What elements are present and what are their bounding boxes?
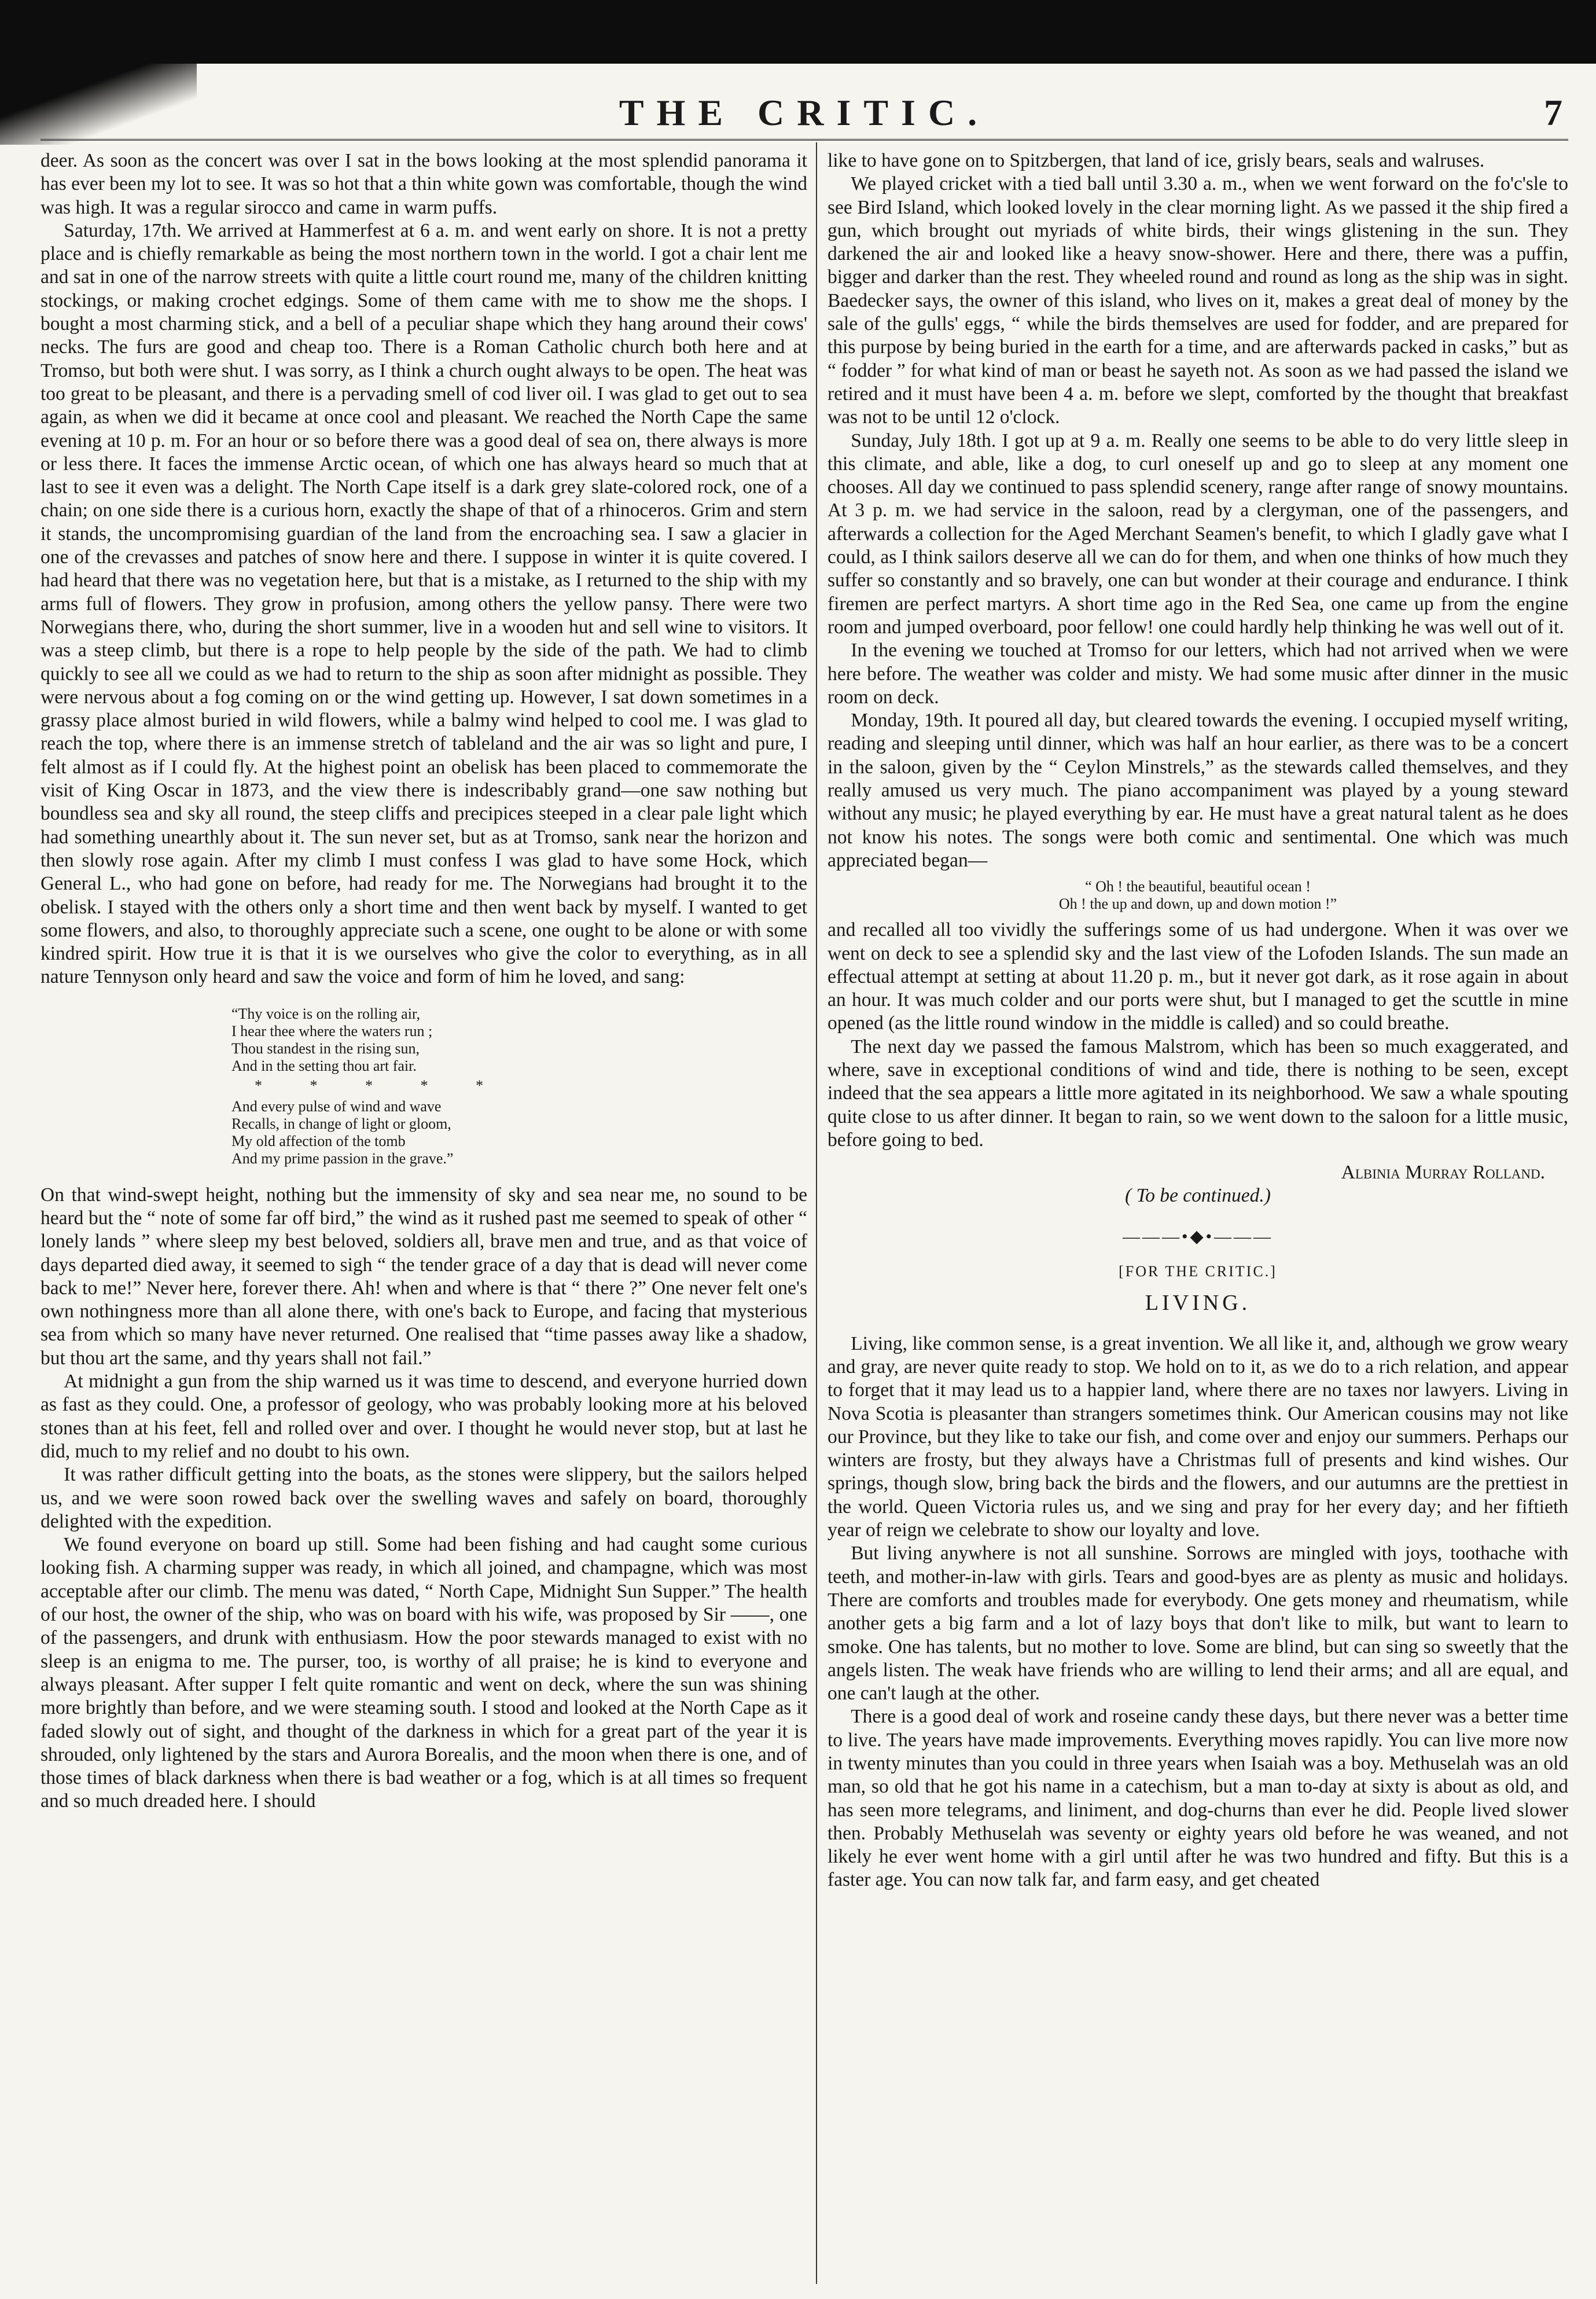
- paragraph: It was rather difficult getting into the boats, as the stones were slippery, but the sailors helped us, and we were soon rowed back over the swelling waves and safely on board, thoroughly delighted with the expedition.: [41, 1464, 807, 1532]
- paragraph: like to have gone on to Spitzbergen, that land of ice, grisly bears, seals and walruses.: [828, 150, 1485, 171]
- paragraph: But living anywhere is not all sunshine. Sorrows are mingled with joys, toothache with teeth, and mother-in-law with girls. Tears and good-byes are as plenty as music and holidays. There are comforts and troubles made for everybody. One gets money and rheumatism, while another gets a big farm and a lot of lazy boys that don't like to milk, but want to learn to smoke. One has talents, but no mother to love. Some are blind, but can sing so sweetly that the angels listen. The weak have friends who are willing to lend their arms; and all are equal, and one can't laugh at the other.: [828, 1543, 1568, 1705]
- poem-separator: * * * * *: [255, 1077, 505, 1094]
- paragraph: At midnight a gun from the ship warned us it was time to descend, and everyone hurried down as fast as they could. One, a professor of geology, who was probably looking more at his beloved stones than at his feet, fell and rolled over and over. I thought he would never stop, but at last he did, much to my relief and no doubt to his own.: [41, 1371, 807, 1462]
- right-column: [828, 149, 1568, 2279]
- paragraph: We played cricket with a tied ball until 3.30 a. m., when we went forward on the fo'c'sle to see Bird Island, which looked lovely in the clear morning light. As we passed it the ship fired a gun, which brought out myriads of white birds, their wings glistening in the sun. They darkened the air and looked like a heavy snow-shower. Here and there, there was a puffin, bigger and darker than the rest. They wheeled round and round as long as the ship was in sight. Baedecker says, the owner of this island, who lives on it, makes a great deal of money by the sale of the gulls' eggs, “ while the birds themselves are used for fodder, and are prepared for this purpose by being buried in the earth for a time, and are afterwards packed in casks,” but as “ fodder ” for what kind of man or beast he sayeth not. As soon as we had passed the island we retired and it must have been 4 a. m. before we slept, comforted by the thought that breakfast was not to be until 12 o'clock.: [828, 173, 1568, 428]
- section-ornament: ———•◆•———: [1122, 1226, 1274, 1246]
- paragraph: Living, like common sense, is a great invention. We all like it, and, although we grow weary and gray, are never quite ready to stop. We hold on to it, as we do to a rich relation, and appear to forget that it may lead us to a happier land, where there are no taxes nor lawyers. Living in Nova Scotia is pleasanter than strangers sometimes think. Our American cousins may not like our Province, but they like to take our fish, and come over and enjoy our summers. Perhaps our winters are frosty, but they always have a Christmas full of presents and kind wishes. Our springs, though slow, bring back the birds and the flowers, and our autumns are the prettiest in the world. Queen Victoria rules us, and we sing and pray for her every day; and her fiftieth year of reign we celebrate to show our loyalty and love.: [828, 1332, 1568, 1541]
- continued-note: ( To be continued.): [1125, 1185, 1271, 1207]
- poem-line: Recalls, in change of light or gloom,: [231, 1115, 451, 1132]
- article-title: LIVING.: [1145, 1291, 1251, 1316]
- paragraph: On that wind-swept height, nothing but the immensity of sky and sea near me, no sound to be heard but the “ note of some far off bird,” the wind as it rushed past me seemed to speak of other “ lonely lands ” where sleep my best beloved, soldiers all, brave men and true, and as that voice of days departed died away, it seemed to sigh “ the tender grace of a day that is dead will never come back to me!” Never here, forever there. Ah! when and where is that “ there ?” One never felt one's own nothingness more than all alone there, with one's back to Europe, and facing that mysterious sea from which so many have never returned. One realised that “time passes away like a shadow, but thou art the same, and thy years shall not fail.”: [41, 1184, 807, 1369]
- paragraph: Saturday, 17th. We arrived at Hammerfest at 6 a. m. and went early on shore. It is not a pretty place and is chiefly remarkable as being the most northern town in the world. I got a chair lent me and sat in one of the narrow streets with quite a little court round me, many of the children knitting stockings, or making crochet edgings. Some of them came with me to show me the shops. I bought a most charming stick, and a bell of a peculiar shape which they hang around their cows' necks. The furs are good and cheap too. There is a Roman Catholic church both here and at Tromso, but both were shut. I was sorry, as I think a church ought always to be open. The heat was too great to be pleasant, and there is a pervading smell of cod liver oil. I was glad to get out to sea again, as when we did it became at once cool and pleasant. We reached the North Cape the same evening at 10 p. m. For an hour or so before there was a good deal of sea on, there always is more or less there. It faces the immense Arctic ocean, of which one has always heard so much that at last to see it even was a delight. The North Cape itself is a dark grey slate-colored rock, one of a chain; on one side there is a curious horn, exactly the shape of that of a rhinoceros. Grim and stern it stands, the uncompromising guardian of the land from the encroaching sea. I saw a glacier in one of the crevasses and patches of snow here and there. I suppose in winter it is quite covered. I had heard that there was no vegetation here, but that is a mistake, as I returned to the ship with my arms full of flowers. They grow in profusion, among others the yellow pansy. There were two Norwegians there, who, during the short summer, live in a wooden hut and sell wine to visitors. It was a steep climb, but there is a rope to help people by the side of the path. We had to climb quickly to see all we could as we had to return to the ship as soon after midnight as possible. They were nervous about a fog coming on or the wind getting up. However, I sat down sometimes in a grassy place almost buried in wild flowers, while a balmy wind helped to cool me. I was glad to reach the top, where there is an immense stretch of tableland and the air was so light and pure, I felt almost as if I could fly. At the highest point an obelisk has been placed to commemorate the visit of King Oscar in 1873, and the view there is indescribably grand—one saw nothing but boundless sea and sky all round, the steep cliffs and precipices steeped in a clear pale light which had something unearthly about it. The sun never set, but as at Tromso, sank near the horizon and then slowly rose again. After my climb I must confess I was glad to have some Hock, which General L., who had gone on before, had ready for me. The Norwegians had brought it to the obelisk. I stayed with the others only a short time and then went back by myself. I wanted to get some flowers, and also, to thoroughly appreciate such a scene, one ought to be alone or with some kindred spirit. How true it is that it is we ourselves who give the color to everything, as in all nature Tennyson only heard and saw the voice and form of him he loved, and sang:: [41, 219, 807, 988]
- author-signature: Albinia Murray Rolland.: [1341, 1162, 1545, 1184]
- section-credit: [FOR THE CRITIC.]: [1119, 1263, 1277, 1280]
- poem-line: I hear thee where the waters run ;: [231, 1022, 433, 1040]
- poem-line: And every pulse of wind and wave: [231, 1097, 442, 1115]
- scan-top-border: [0, 0, 1596, 64]
- paragraph: We found everyone on board up still. Some had been fishing and had caught some curious looking fish. A charming supper was ready, in which all joined, and champagne, which was most acceptable after our climb. The menu was dated, “ North Cape, Midnight Sun Supper.” The health of our host, the owner of the ship, who was on board with his wife, was proposed by Sir ——, one of the passengers, and drunk with enthusiasm. How the poor stewards managed to exist with no sleep is an enigma to me. The purser, too, is worthy of all praise; he is kind to everyone and always pleasant. After supper I felt quite romantic and went on deck, where the sun was shining more brightly than before, and we were steaming south. I stood and looked at the North Cape as it faded slowly out of sight, and thought of the darkness in which for a great part of the year it is shrouded, only lightened by the stars and Aurora Borealis, and the moon when there is one, and of those times of black darkness when there is bad weather or a fog, which is at all times so frequent and so much dreaded here. I should: [41, 1534, 807, 1812]
- paragraph: Sunday, July 18th. I got up at 9 a. m. Really one seems to be able to do very little sleep in this climate, and able, like a dog, to curl oneself up and go to sleep at any moment one chooses. All day we continued to pass splendid scenery, range after range of snowy mountains. At 3 p. m. we had service in the saloon, read by a clergyman, one of the passengers, and afterwards a collection for the Aged Merchant Seamen's benefit, to which I gladly gave what I could, as I think sailors deserve all we can do for them, and when one thinks of how much they suffer so constantly and so bravely, one can but wonder at their courage and endurance. I think firemen are perfect martyrs. A short time ago in the Red Sea, one came up from the engine room and jumped overboard, poor fellow! one could hardly help thinking he was well out of it.: [828, 429, 1568, 638]
- paragraph: The next day we passed the famous Malstrom, which has been so much exaggerated, and where, save in exceptional conditions of wind and tide, there is nothing to be seen, except indeed that the sea appears a little more agitated in its neighborhood. We saw a whale spouting quite close to us after dinner. It began to rain, so we went down to the saloon for a little music, before going to bed.: [828, 1035, 1568, 1151]
- column-divider: [816, 142, 817, 2284]
- paragraph: Monday, 19th. It poured all day, but cleared towards the evening. I occupied myself writing, reading and sleeping until dinner, which was half an hour earlier, as there was to be a concert in the saloon, given by the “ Ceylon Minstrels,” as the stewards called themselves, and they really amused us very much. The piano accompaniment was played by a young steward without any music; he played everything by ear. He must have a great natural talent as he does not know his notes. The songs were both comic and sentimental. One which was much appreciated began—: [828, 710, 1568, 871]
- paragraph: There is a good deal of work and roseine candy these days, but there never was a better time to live. The years have made improvements. Everything moves rapidly. You can live more now in twenty minutes than you could in three years when Isaiah was a boy. Methuselah was an old man, so old that he got his name in a catechism, but a man to-day at sixty is about as old, and has seen more telegrams, and liniment, and dog-churns than ever he did. People lived slower then. Probably Methuselah was seventy or eighty years old before he was weaned, and not likely he ever went home with a girl until after he was two hundred and fifty. But this is a faster age. You can now talk far, and farm easy, and get cheated: [828, 1706, 1568, 1891]
- masthead: [41, 87, 1568, 139]
- song-line: Oh ! the up and down, up and down motion !”: [1058, 895, 1337, 913]
- poem-line: And my prime passion in the grave.”: [231, 1150, 454, 1167]
- poem-line: Thou standest in the rising sun,: [231, 1040, 420, 1057]
- song-line: “ Oh ! the beautiful, beautiful ocean !: [1085, 878, 1311, 895]
- page-number: 7: [1544, 92, 1562, 133]
- song-quote: [828, 878, 1568, 913]
- paragraph: and recalled all too vividly the sufferings some of us had undergone. When it was over we went on deck to see a splendid sky and the last view of the Lofoden Islands. The sun made an effectual attempt at setting at about 11.20 p. m., but it never got dark, as it rose again in about an hour. It was much colder and our ports were shut, but I managed to get the scuttle in mine opened (as the little round window in the middle is called) and so could breathe.: [828, 919, 1568, 1034]
- newspaper-title: THE CRITIC.: [619, 92, 990, 133]
- poem-line: “Thy voice is on the rolling air,: [231, 1005, 421, 1022]
- left-column: [41, 149, 807, 2279]
- paragraph: deer. As soon as the concert was over I sat in the bows looking at the most splendid panorama it has ever been my lot to see. It was so hot that a thin white gown was comfortable, though the wind was high. It was a regular sirocco and came in warm puffs.: [41, 150, 807, 218]
- header-rule: [41, 139, 1568, 141]
- poem-quote: [231, 1005, 807, 1167]
- paragraph: In the evening we touched at Tromso for our letters, which had not arrived when we were here before. The weather was colder and misty. We had some music after dinner in the music room on deck.: [828, 640, 1568, 708]
- poem-line: And in the setting thou art fair.: [231, 1057, 417, 1074]
- poem-line: My old affection of the tomb: [231, 1132, 406, 1150]
